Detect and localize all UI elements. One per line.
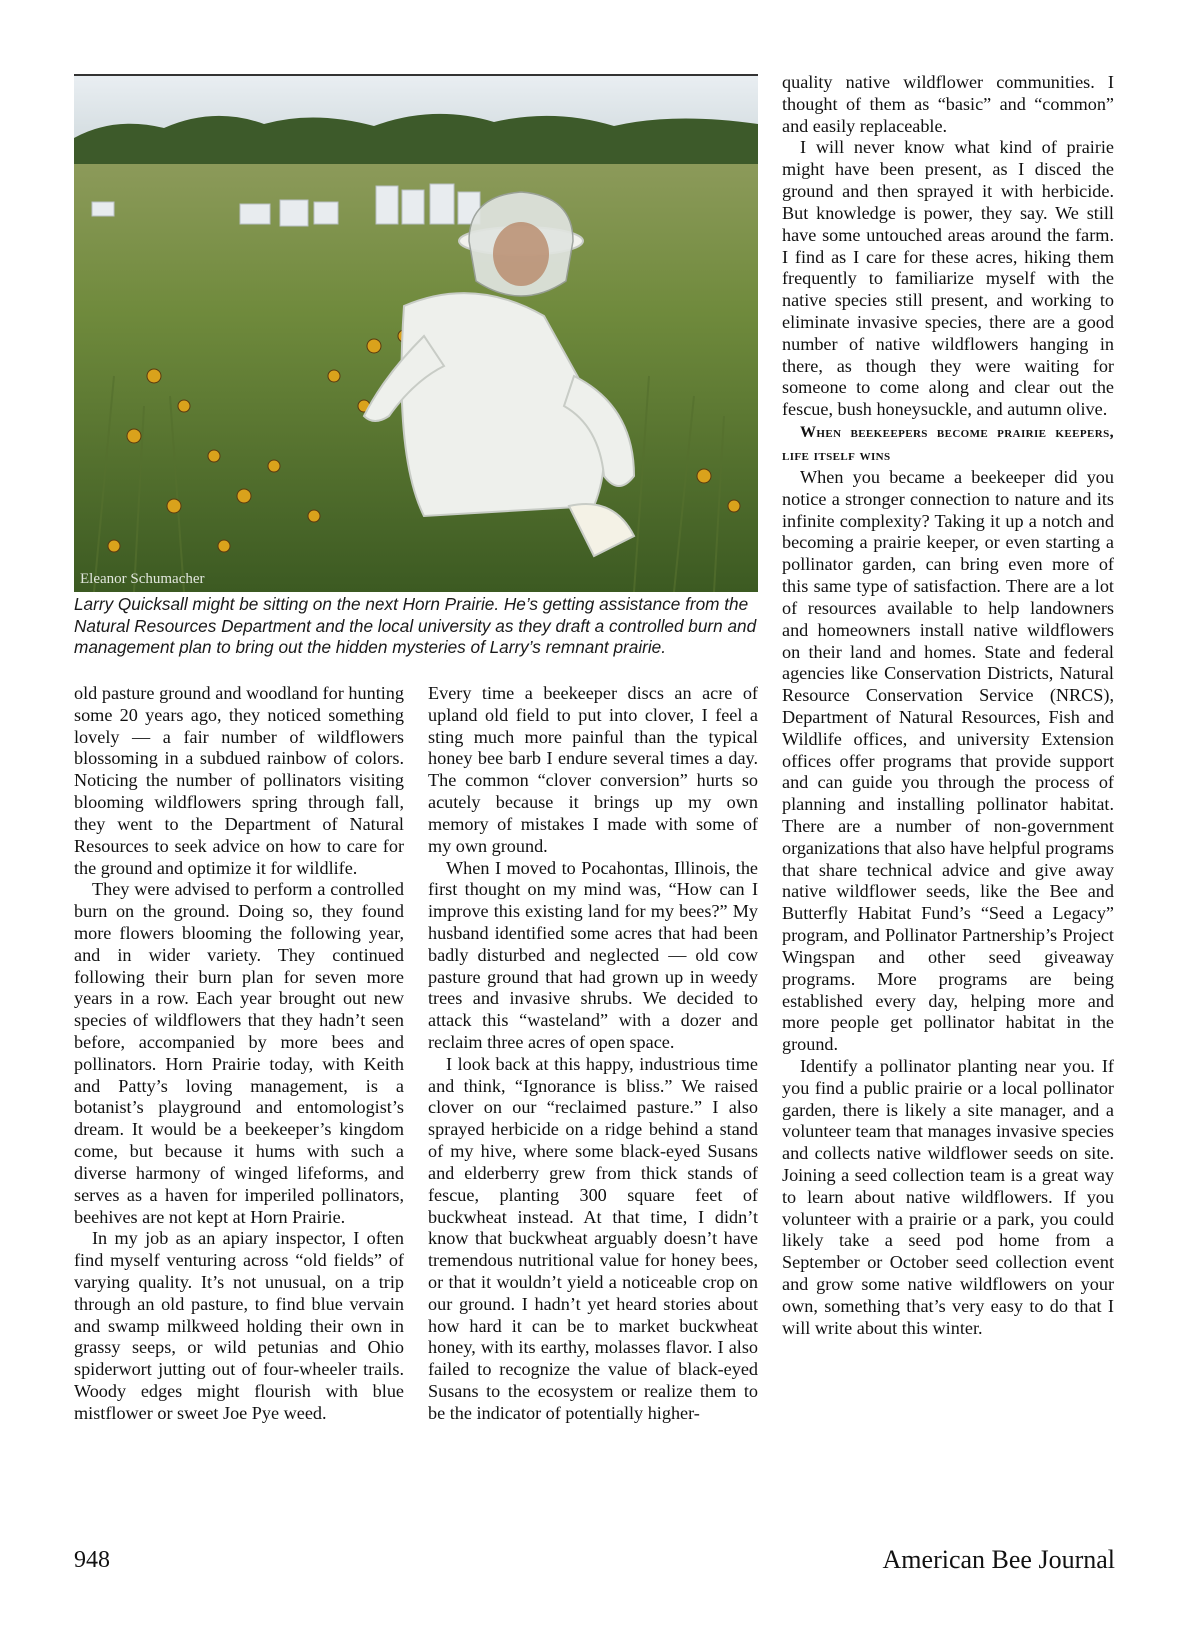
paragraph: Identify a pollinator planting near you. If you find a public prairie or a local pollinator garden, there is likely a site manager, and a volunteer team that manages invasive species and collects native wildflower seeds on site. Joining a seed collection team is a great way to learn about native wildflowers. If you volunteer with a prairie or a park, you could likely take a seed pod home from a September or October seed collection event and grow some native wildflowers on your own, something that’s very easy to do that I will write about this winter. [782,1055,1114,1338]
paragraph: They were advised to perform a controlled burn on the ground. Doing so, they found more flowers blooming the following year, and in wider variety. They continued following their burn plan for seven more years in a row. Each year brought out new species of wildflowers that they hadn’t seen before, accompanied by more bees and pollinators. Horn Prairie today, with Keith and Patty’s loving management, is a botanist’s playground and entomologist’s dream. It would be a beekeeper’s kingdom come, but because it hums with such a diverse harmony of winged lifeforms, and serves as a haven for imperiled pollinators, beehives are not kept at Horn Prairie. [74,879,404,1227]
paragraph: In my job as an apiary inspector, I often find myself venturing across “old fields” of varying quality. It’s not unusual, on a trip through an old pasture, to find blue vervain and swamp milkweed holding their own in grassy seeps, or wild petunias and Ohio spiderwort jutting out of four-wheeler trails. Woody edges might flourish with blue mistflower or sweet Joe Pye weed. [74,1228,404,1423]
article-column-3 [782,72,1114,1340]
paragraph: Every time a beekeeper discs an acre of upland old field to put into clover, I feel a sting much more painful than the typical honey bee barb I endure several times a day. The common “clover conversion” hurts so acutely because it brings up my own memory of mistakes I made with some of my own ground. [428,683,758,856]
page-number: 948 [74,1547,110,1573]
beekeeper-prairie-photo [74,76,758,592]
photo-credit: Eleanor Schumacher [80,571,205,587]
paragraph: I look back at this happy, industrious time and think, “Ignorance is bliss.” We raised clover on our “reclaimed pasture.” I also sprayed herbicide on a ridge behind a stand of my hive, where some black-eyed Susans and elderberry grew from thick stands of fescue, planting 300 square feet of buckwheat instead. At that time, I didn’t know that buckwheat arguably doesn’t have tremendous nutritional value for honey bees, or that it wouldn’t yield a noticeable crop on our ground. I hadn’t yet heard stories about how hard it can be to market buckwheat honey, with its earthy, molasses flavor. I also failed to recognize the value of black-eyed Susans to the ecosystem or realize them to be the indicator of potentially higher- [428,1053,758,1423]
paragraph: When you became a beekeeper did you notice a stronger connection to nature and its infinite complexity? Taking it up a notch and becoming a prairie keeper, or even starting a pollinator garden, can bring even more of this same type of satisfaction. There are a lot of resources available to help landowners and homeowners install native wildflowers on their land and homes. State and federal agencies like Conservation Districts, Natural Resource Conservation Service (NRCS), Department of Natural Resources, Fish and Wildlife offices, and university Extension offices offer programs that provide support and can guide you through the process of planning and installing pollinator habitat. There are a number of non-government organizations that also have helpful programs that share technical advice and give away native wildflower seeds, like the Bee and Butterfly Habitat Fund’s “Seed a Legacy” program, and Pollinator Partnership’s Project Wingspan and other seed giveaway programs. More programs are being established every day, helping more and more people get pollinator habitat in the ground. [782,467,1114,1055]
paragraph: old pasture ground and woodland for hunting some 20 years ago, they noticed something lovely — a fair number of wildflowers blossoming in a subdued rainbow of colors. Noticing the number of pollinators visiting blooming wildflowers spring through fall, they went to the Department of Natural Resources to seek advice on how to care for the ground and optimize it for wildlife. [74,683,404,878]
article-column-1 [74,683,404,1425]
article-photo [74,74,758,592]
journal-name: American Bee Journal [882,1545,1115,1574]
paragraph: quality native wildflower communities. I thought of them as “basic” and “common” and easily replaceable. [782,72,1114,136]
section-subheading: When beekeepers become prairie keepers, life itself wins [782,424,1114,464]
paragraph: I will never know what kind of prairie might have been present, as I disced the ground and then sprayed it with herbicide. But knowledge is power, they say. We still have some untouched areas around the farm. I find as I care for these acres, hiking them frequently to familiarize myself with the native species still present, and working to eliminate invasive species, there are a good number of native wildflowers hanging in there, as though they were waiting for someone to come along and clear out the fescue, bush honeysuckle, and autumn olive. [782,137,1114,420]
photo-caption: Larry Quicksall might be sitting on the next Horn Prairie. He’s getting assistance from the Natural Resources Department and the local university as they draft a controlled burn and management plan to bring out the hidden mysteries of Larry’s remnant prairie. [74,594,757,657]
paragraph: When I moved to Pocahontas, Illinois, the first thought on my mind was, “How can I improve this existing land for my bees?” My husband identified some acres that had been badly disturbed and neglected — old cow pasture ground that had grown up in weedy trees and invasive shrubs. We decided to attack this “wasteland” with a dozer and reclaim three acres of open space. [428,857,758,1052]
article-column-2 [428,683,758,1425]
